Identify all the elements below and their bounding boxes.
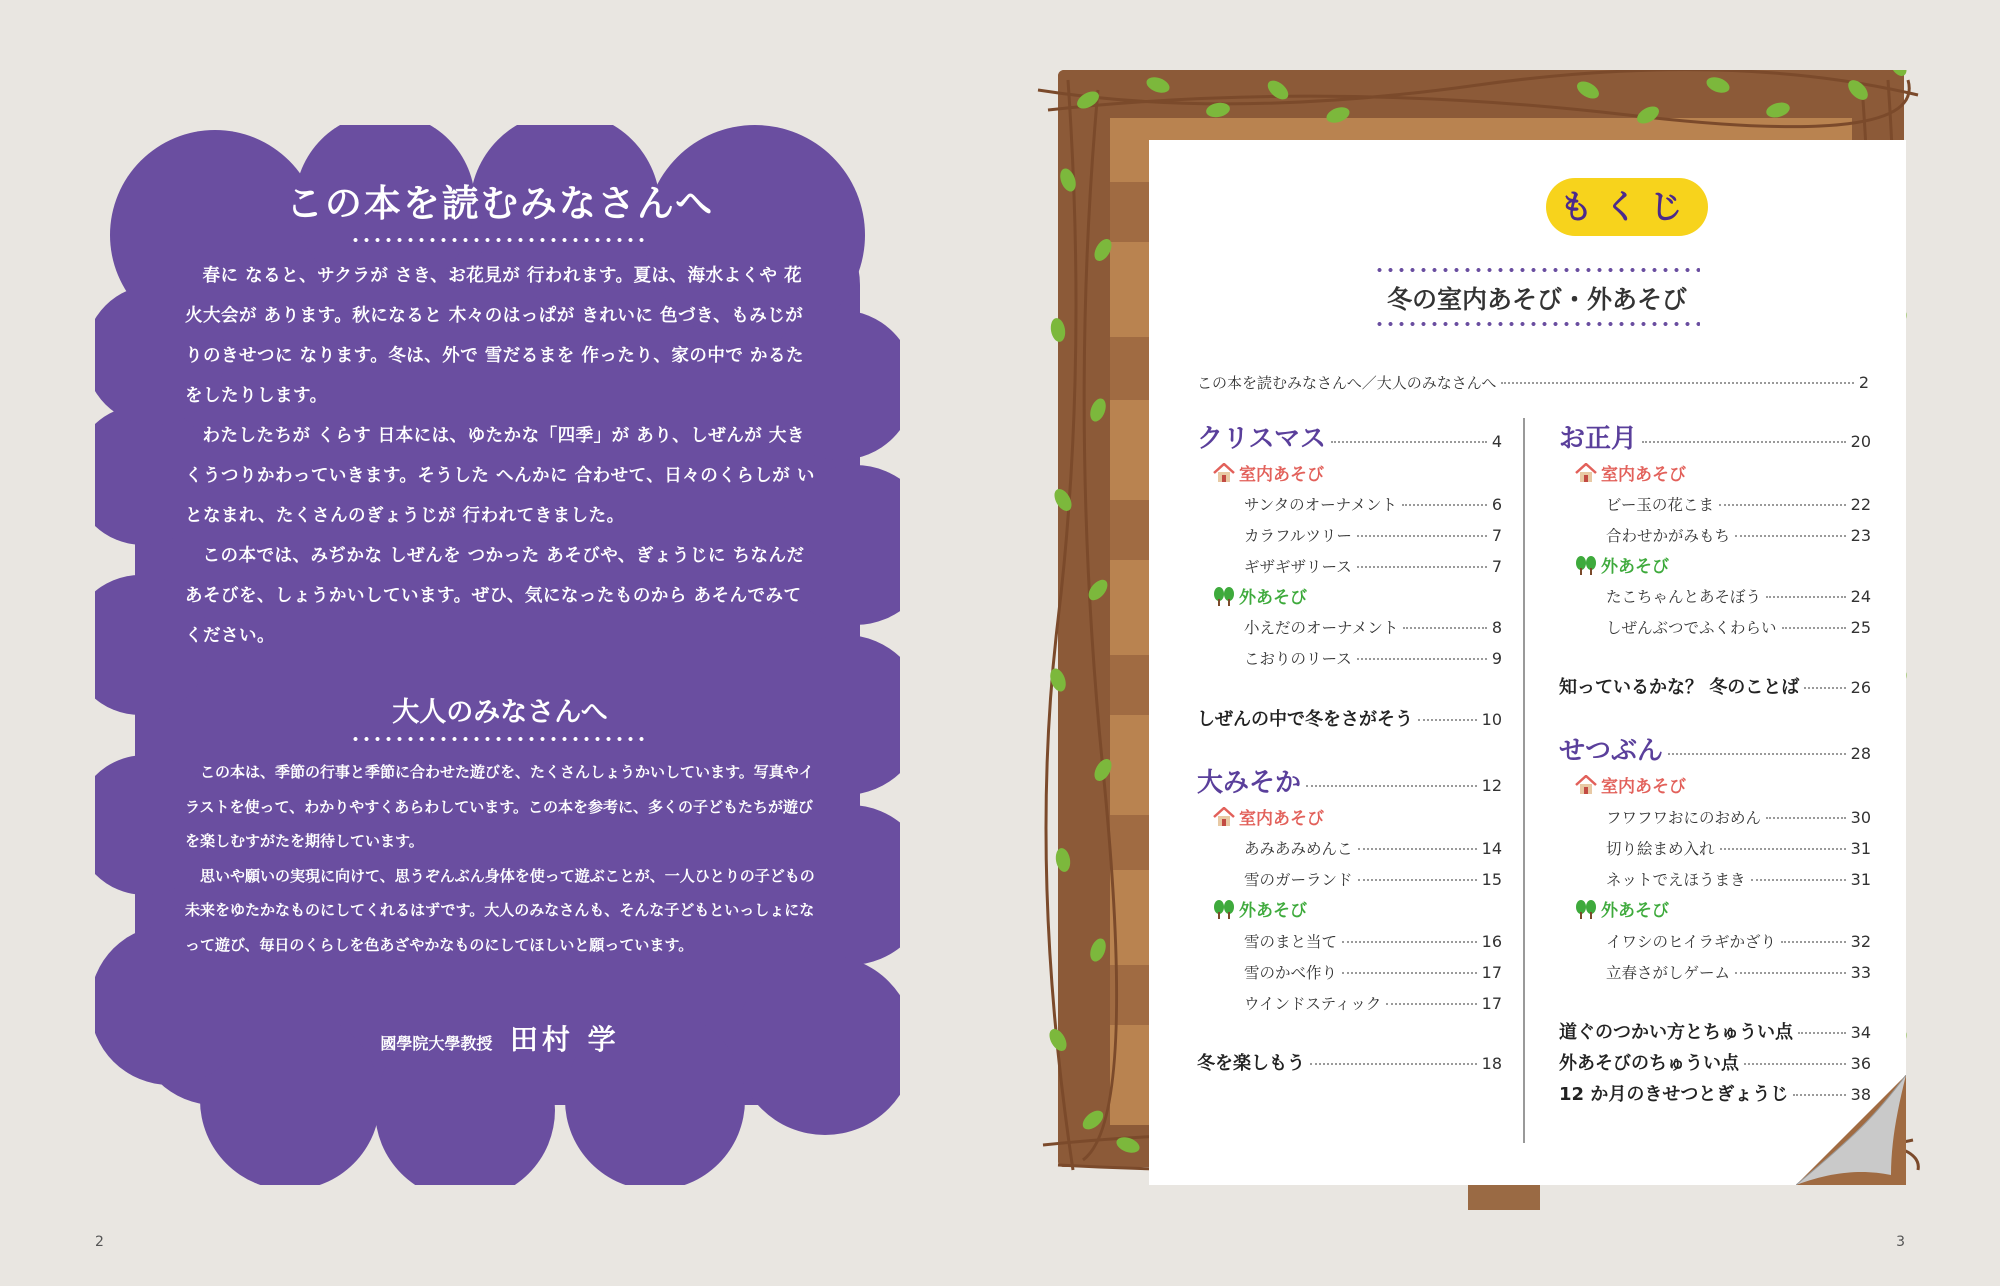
indoor-label: 室内あそび [1239, 809, 1324, 829]
toc-item[interactable] [1606, 616, 1871, 638]
toc-item-label: カラフルツリー [1244, 527, 1352, 545]
toc-category-label: クリスマス [1197, 424, 1326, 454]
dotted-divider [1374, 322, 1700, 326]
leader-dots [1357, 566, 1487, 568]
toc-page-number: 31 [1850, 839, 1871, 858]
leader-dots [1766, 596, 1846, 598]
leader-dots [1766, 817, 1846, 819]
toc-page-number: 22 [1850, 495, 1871, 514]
toc-page-number: 8 [1491, 618, 1502, 637]
toc-page-number: 31 [1850, 870, 1871, 889]
adult-paragraph: 思いや願いの実現に向けて、思うぞんぶん身体を使って遊ぶことが、一人ひとりの子どもの未来をゆたかなものにしてくれるはずです。大人のみなさんも、そんな子どもといっしょになって遊び、毎日のくらしを色あざやかなものにしてほしいと願っています。 [185, 866, 815, 954]
toc-entry-tanoshimou[interactable] [1197, 1049, 1502, 1075]
toc-page-number: 6 [1491, 495, 1502, 514]
leader-dots [1719, 504, 1846, 506]
leader-dots [1357, 535, 1487, 537]
toc-page-number: 32 [1850, 932, 1871, 951]
toc-entry-shizen[interactable] [1197, 705, 1502, 731]
toc-item-label: フワフワおにのおめん [1606, 809, 1762, 827]
toc-page-number: 30 [1850, 808, 1871, 827]
toc-item-label: 雪のまと当て [1244, 933, 1338, 951]
toc-item[interactable] [1244, 837, 1502, 859]
toc-badge: もくじ [1546, 178, 1708, 236]
toc-category-label: 大みそか [1197, 768, 1302, 798]
house-icon [1575, 775, 1597, 795]
toc-page-number: 17 [1481, 994, 1502, 1013]
leader-dots [1720, 848, 1846, 850]
outdoor-subheading [1575, 552, 1669, 577]
toc-item[interactable] [1244, 555, 1502, 577]
leader-dots [1418, 719, 1477, 721]
toc-item[interactable] [1606, 837, 1871, 859]
toc-paper [1149, 140, 1906, 1185]
indoor-label: 室内あそび [1601, 465, 1686, 485]
toc-page-number: 23 [1850, 526, 1871, 545]
adult-section-title: 大人のみなさんへ [392, 697, 608, 728]
toc-item[interactable] [1244, 524, 1502, 546]
toc-entry-dougu[interactable] [1559, 1018, 1871, 1044]
toc-category-omisoka[interactable] [1197, 762, 1502, 799]
column-divider [1523, 418, 1525, 1143]
toc-entry-label: 道ぐのつかい方とちゅうい点 [1559, 1022, 1793, 1043]
leader-dots [1331, 441, 1487, 443]
indoor-subheading [1213, 460, 1324, 485]
signature [185, 1018, 815, 1058]
toc-category-christmas[interactable] [1197, 418, 1502, 455]
toc-page-number: 25 [1850, 618, 1871, 637]
toc-entry-label: 12 か月のきせつとぎょうじ [1559, 1084, 1789, 1105]
leader-dots [1642, 441, 1846, 443]
right-page [1000, 0, 2000, 1286]
leader-dots [1744, 1063, 1846, 1065]
leader-dots [1735, 535, 1846, 537]
tree-icon [1575, 899, 1597, 919]
leader-dots [1782, 627, 1846, 629]
toc-item[interactable] [1606, 806, 1871, 828]
toc-page-number: 26 [1850, 678, 1871, 697]
signature-org: 國學院大學教授 [380, 1034, 493, 1053]
leader-dots [1342, 972, 1477, 974]
outdoor-label: 外あそび [1601, 901, 1669, 921]
leader-dots [1798, 1032, 1846, 1034]
leader-dots [1306, 785, 1477, 787]
toc-item-label: サンタのオーナメント [1244, 496, 1397, 514]
adult-paragraph: この本は、季節の行事と季節に合わせた遊びを、たくさんしょうかいしています。写真やイラストを使って、わかりやすくあらわしています。この本を参考に、多くの子どもたちが遊びを楽しむすがたを期待しています。 [185, 763, 814, 850]
leader-dots [1668, 753, 1846, 755]
toc-item-label: ギザギザリース [1244, 558, 1352, 576]
toc-category-shogatsu[interactable] [1559, 418, 1871, 455]
toc-subtitle-block [1374, 268, 1700, 326]
page-title: この本を読むみなさんへ [285, 182, 715, 225]
toc-entry-kotoba[interactable] [1559, 673, 1871, 699]
toc-page-number: 10 [1481, 710, 1502, 729]
toc-page-number: 28 [1850, 744, 1871, 763]
toc-item-label: 雪のかべ作り [1244, 964, 1338, 982]
indoor-label: 室内あそび [1239, 465, 1324, 485]
intro-paragraph: この本では、みぢかな しぜんを つかった あそびや、ぎょうじに ちなんだ あそびを、しょうかいしています。ぜひ、気になったものから あそんでみてください。 [185, 546, 805, 646]
toc-page-number: 7 [1491, 557, 1502, 576]
toc-category-label: お正月 [1559, 424, 1638, 454]
outdoor-label: 外あそび [1239, 588, 1307, 608]
toc-item-label: 雪のガーランド [1244, 871, 1353, 889]
toc-item-label: ウインドスティック [1244, 995, 1382, 1013]
leader-dots [1781, 941, 1846, 943]
toc-item-label: あみあみめんこ [1244, 840, 1353, 858]
tree-icon [1213, 586, 1235, 606]
toc-entry-intro[interactable] [1197, 372, 1869, 393]
toc-item[interactable] [1606, 868, 1871, 890]
toc-item-label: 合わせかがみもち [1606, 527, 1731, 545]
leader-dots [1342, 941, 1477, 943]
outdoor-subheading [1213, 583, 1307, 608]
leader-dots [1357, 658, 1487, 660]
toc-entry-label: 知っているかな？ 冬のことば [1559, 677, 1800, 698]
toc-subtitle: 冬の室内あそび・外あそび [1386, 285, 1687, 314]
toc-entry-label: この本を読むみなさんへ／大人のみなさんへ [1197, 374, 1497, 392]
tree-icon [1213, 899, 1235, 919]
page-number: 3 [1896, 1234, 1905, 1250]
outdoor-label: 外あそび [1601, 557, 1669, 577]
leader-dots [1402, 504, 1487, 506]
toc-item-label: 切り絵まめ入れ [1606, 840, 1715, 858]
toc-page-number: 33 [1850, 963, 1871, 982]
toc-page-number: 4 [1491, 432, 1502, 451]
signboard [1028, 70, 1928, 1210]
leader-dots [1501, 382, 1853, 384]
leader-dots [1358, 879, 1477, 881]
toc-entry-label: しぜんの中で冬をさがそう [1197, 709, 1413, 730]
toc-item[interactable] [1244, 930, 1502, 952]
toc-page-number: 20 [1850, 432, 1871, 451]
indoor-subheading [1575, 772, 1686, 797]
outdoor-subheading [1213, 896, 1307, 921]
purple-cloud-panel [95, 125, 900, 1185]
toc-entry-label: 冬を楽しもう [1197, 1053, 1305, 1074]
toc-item[interactable] [1606, 961, 1871, 983]
tree-icon [1575, 555, 1597, 575]
toc-page-number: 18 [1481, 1054, 1502, 1073]
toc-item-label: 立春さがしゲーム [1606, 964, 1731, 982]
toc-item[interactable] [1244, 961, 1502, 983]
leader-dots [1358, 848, 1477, 850]
toc-item-label: イワシのヒイラギかざり [1606, 933, 1777, 951]
leader-dots [1403, 627, 1486, 629]
toc-page-number: 16 [1481, 932, 1502, 951]
leader-dots [1310, 1063, 1477, 1065]
toc-item[interactable] [1244, 992, 1502, 1014]
toc-page-number: 7 [1491, 526, 1502, 545]
dotted-divider [350, 238, 650, 242]
leader-dots [1804, 687, 1845, 689]
intro-paragraph: 春に なると、サクラが さき、お花見が 行われます。夏は、海水よくや 花火大会が あります。秋になると 木々のはっぱが きれいに 色づき、もみじがりのきせつに なります。冬は、外で 雪だるまを 作ったり、家の中で かるたをしたりします。 [185, 266, 804, 406]
indoor-subheading [1213, 804, 1324, 829]
toc-category-setsubun[interactable] [1559, 730, 1871, 767]
house-icon [1575, 463, 1597, 483]
toc-item-label: たこちゃんとあそぼう [1606, 588, 1762, 606]
toc-page-number: 14 [1481, 839, 1502, 858]
house-icon [1213, 463, 1235, 483]
dotted-divider [1374, 268, 1700, 272]
toc-page-number: 15 [1481, 870, 1502, 889]
toc-page-number: 24 [1850, 587, 1871, 606]
signature-name: 田村 学 [509, 1023, 620, 1056]
page-number: 2 [95, 1234, 104, 1250]
toc-page-number: 2 [1858, 373, 1869, 392]
toc-item[interactable] [1244, 647, 1502, 669]
toc-item-label: しぜんぶつでふくわらい [1606, 619, 1777, 637]
indoor-label: 室内あそび [1601, 777, 1686, 797]
toc-item[interactable] [1606, 930, 1871, 952]
toc-item-label: ビー玉の花こま [1606, 496, 1714, 514]
toc-item[interactable] [1606, 524, 1871, 546]
toc-item[interactable] [1244, 493, 1502, 515]
house-icon [1213, 807, 1235, 827]
dotted-divider [350, 737, 650, 741]
toc-page-number: 9 [1491, 649, 1502, 668]
toc-item[interactable] [1606, 585, 1871, 607]
intro-text-block [185, 180, 815, 1058]
toc-entry-soto-chui[interactable] [1559, 1049, 1871, 1075]
leader-dots [1386, 1003, 1476, 1005]
toc-category-label: せつぶん [1559, 736, 1664, 766]
intro-paragraph: わたしたちが くらす 日本には、ゆたかな「四季」が あり、しぜんが 大きくうつりかわっていきます。そうした へんかに 合わせて、日々のくらしが いとなまれ、たくさんのぎょうじが 行われてきました。 [185, 426, 815, 526]
toc-page-number: 17 [1481, 963, 1502, 982]
outdoor-label: 外あそび [1239, 901, 1307, 921]
toc-page-number: 38 [1850, 1085, 1871, 1104]
toc-item[interactable] [1244, 616, 1502, 638]
page-curl [1796, 1075, 1906, 1185]
toc-item[interactable] [1244, 868, 1502, 890]
toc-item-label: 小えだのオーナメント [1244, 619, 1399, 637]
toc-item[interactable] [1606, 493, 1871, 515]
toc-item-label: ネットでえほうまき [1606, 871, 1746, 889]
toc-page-number: 36 [1850, 1054, 1871, 1073]
outdoor-subheading [1575, 896, 1669, 921]
leader-dots [1735, 972, 1846, 974]
toc-entry-label: 外あそびのちゅうい点 [1559, 1053, 1739, 1074]
toc-page-number: 34 [1850, 1023, 1871, 1042]
toc-item-label: こおりのリース [1244, 650, 1352, 668]
toc-page-number: 12 [1481, 776, 1502, 795]
indoor-subheading [1575, 460, 1686, 485]
leader-dots [1751, 879, 1846, 881]
